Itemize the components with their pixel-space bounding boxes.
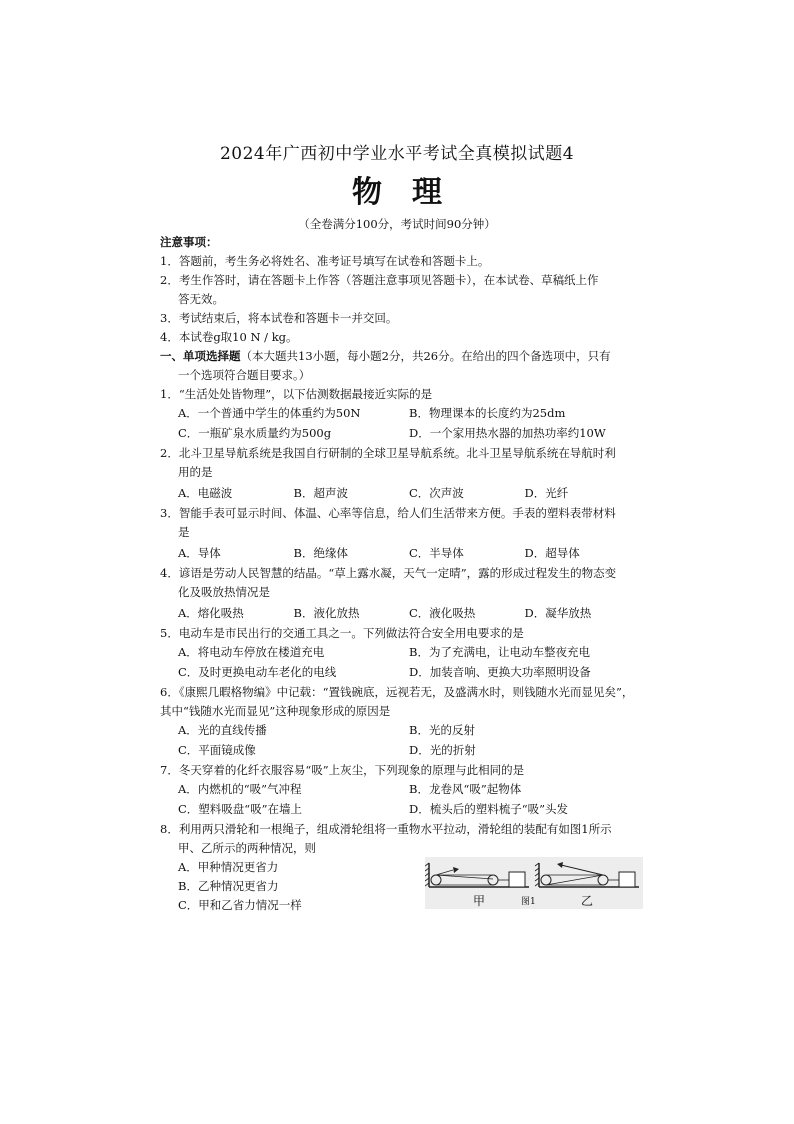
- options-row: [160, 644, 640, 664]
- question-stem: 甲、乙所示的两种情况，则: [178, 841, 316, 855]
- exam-content: [160, 234, 640, 916]
- question-stem: 其中“钱随水光而显见”这种现象形成的原因是: [160, 704, 391, 718]
- notice-item: 答无效。: [178, 292, 224, 306]
- option: A．熔化吸热: [178, 606, 244, 620]
- options-row: [160, 405, 640, 425]
- question-stem: 3．智能手表可显示时间、体温、心率等信息，给人们生活带来方便。手表的塑料表带材料: [160, 506, 616, 520]
- pulley-figure: [425, 857, 643, 909]
- question-stem: 5．电动车是市民出行的交通工具之一。下列做法符合安全用电要求的是: [160, 626, 524, 640]
- options-row: [160, 545, 640, 565]
- option: B．光的反射: [409, 723, 475, 737]
- option: B．液化放热: [293, 606, 360, 620]
- options-row: [160, 722, 640, 742]
- section-desc: （本大题共13小题，每小题2分，共26分。在给出的四个备选项中，只有: [240, 349, 611, 363]
- subject-title: 物理: [352, 175, 472, 210]
- option: C．及时更换电动车老化的电线: [178, 665, 337, 679]
- option: B．绝缘体: [293, 546, 348, 560]
- option: C．平面镜成像: [178, 743, 256, 757]
- option: A．甲种情况更省力: [178, 860, 279, 874]
- options-row: [160, 425, 640, 445]
- options-row: [160, 664, 640, 684]
- option: D．光纤: [524, 486, 569, 500]
- option: D．加装音响、更换大功率照明设备: [409, 665, 591, 679]
- option: D．光的折射: [409, 743, 476, 757]
- option: B．乙种情况更省力: [178, 879, 279, 893]
- option: C．塑料吸盘“吸”在墙上: [178, 802, 303, 816]
- option: D．凝华放热: [524, 606, 592, 620]
- options-row: [160, 781, 640, 801]
- score-note: （全卷满分100分，考试时间90分钟）: [298, 217, 496, 231]
- section-heading: 一、单项选择题: [160, 349, 241, 363]
- question-stem: 7．冬天穿着的化纤衣服容易“吸”上灰尘，下列现象的原理与此相同的是: [160, 763, 525, 777]
- option: B．为了充满电，让电动车整夜充电: [409, 645, 590, 659]
- question-stem: 化及吸放热情况是: [178, 585, 270, 599]
- question-stem: 4．谚语是劳动人民智慧的结晶。“草上露水凝，天气一定晴”，露的形成过程发生的物态变: [160, 566, 617, 580]
- option: D．超导体: [524, 546, 580, 560]
- option: C．半导体: [409, 546, 464, 560]
- notice-item: 2．考生作答时，请在答题卡上作答（答题注意事项见答题卡），在本试卷、草稿纸上作: [160, 273, 599, 287]
- section-desc-2: 一个选项符合题目要求。）: [178, 368, 311, 382]
- option: A．导体: [178, 546, 221, 560]
- option: A．将电动车停放在楼道充电: [178, 645, 325, 659]
- option: A．内燃机的“吸”气冲程: [178, 782, 302, 796]
- question-stem: 6．《康熙几暇格物编》中记载：“置钱碗底，远视若无，及盛满水时，则钱随水光而显见矣”，: [160, 685, 634, 699]
- option: A．电磁波: [178, 486, 233, 500]
- notice-item: 3．考试结束后，将本试卷和答题卡一并交回。: [160, 311, 398, 325]
- question-stem: 1．“生活处处皆物理”，以下估测数据最接近实际的是: [160, 387, 433, 401]
- option: D．梳头后的塑料梳子“吸”头发: [409, 802, 568, 816]
- option: B．物理课本的长度约为25dm: [409, 406, 566, 420]
- question-stem: 是: [178, 525, 190, 539]
- notice-item: 1．答题前，考生务必将姓名、准考证号填写在试卷和答题卡上。: [160, 254, 490, 268]
- option: B．龙卷风“吸”起物体: [409, 782, 522, 796]
- option: A．光的直线传播: [178, 723, 267, 737]
- option: C．甲和乙省力情况一样: [178, 898, 302, 912]
- option: D．一个家用热水器的加热功率约10W: [409, 426, 606, 440]
- option: C．一瓶矿泉水质量约为500g: [178, 426, 332, 440]
- notice-heading: 注意事项：: [160, 235, 218, 249]
- options-row: [160, 605, 640, 625]
- figure-caption: 图1: [521, 897, 536, 907]
- question-stem: 2．北斗卫星导航系统是我国自行研制的全球卫星导航系统。北斗卫星导航系统在导航时利: [160, 446, 616, 460]
- option: B．超声波: [293, 486, 348, 500]
- figure-label-yi: 乙: [581, 894, 594, 908]
- option: A．一个普通中学生的体重约为50N: [178, 406, 361, 420]
- question-stem: 用的是: [178, 465, 213, 479]
- options-row: [160, 485, 640, 505]
- option: C．次声波: [409, 486, 464, 500]
- figure-label-jia: 甲: [473, 894, 486, 908]
- options-row: [160, 742, 640, 762]
- option: C．液化吸热: [409, 606, 476, 620]
- question-stem: 8．利用两只滑轮和一根绳子，组成滑轮组将一重物水平拉动，滑轮组的装配有如图1所示: [160, 822, 612, 836]
- options-row: [160, 801, 640, 821]
- notice-item: 4．本试卷g取10 N / kg。: [160, 330, 298, 344]
- section-heading-line: [160, 348, 640, 367]
- exam-title: 2024年广西初中学业水平考试全真模拟试题4: [219, 144, 575, 164]
